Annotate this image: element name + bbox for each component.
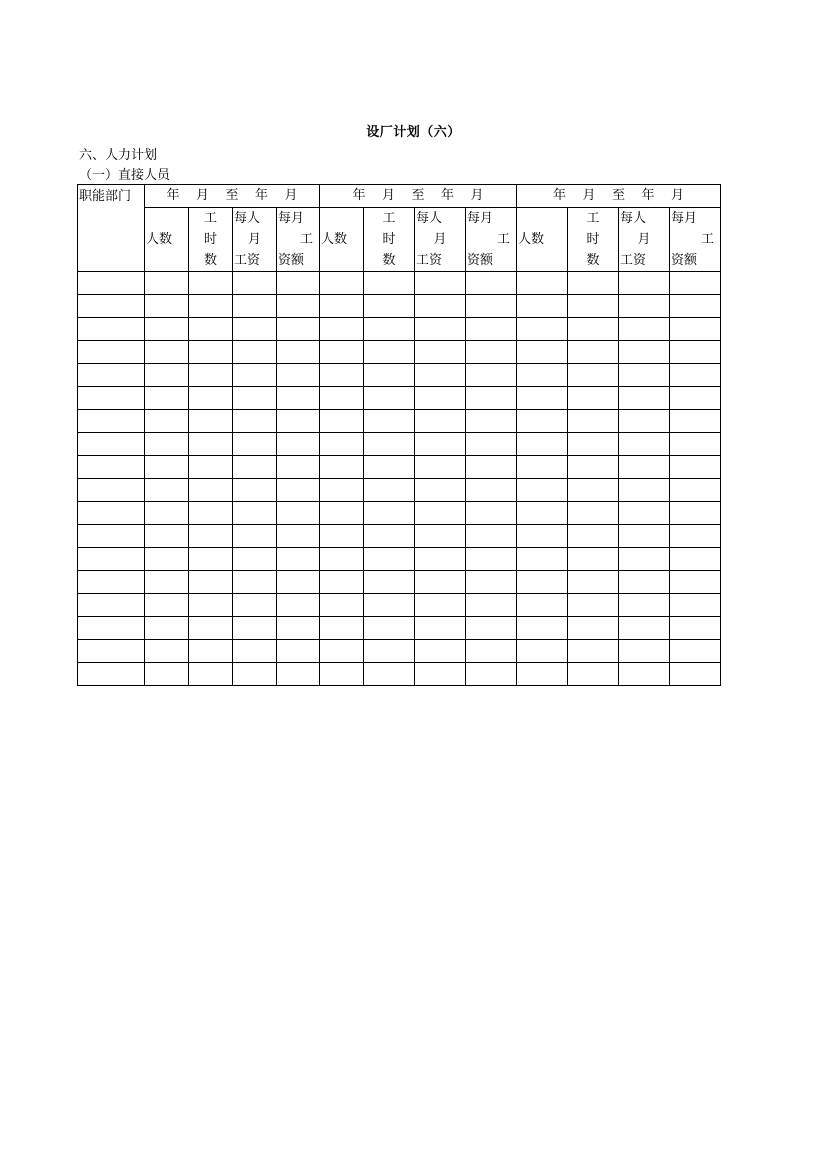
table-cell[interactable] bbox=[145, 640, 189, 663]
table-cell[interactable] bbox=[568, 456, 619, 479]
table-cell[interactable] bbox=[415, 548, 466, 571]
table-cell[interactable] bbox=[670, 502, 721, 525]
table-cell[interactable] bbox=[78, 433, 145, 456]
work-hours-header bbox=[568, 208, 619, 272]
monthly-total-wage-header-line: 工 bbox=[700, 232, 714, 247]
people-count-header: 人数 bbox=[145, 208, 189, 272]
table-cell[interactable] bbox=[320, 318, 364, 341]
table-row bbox=[78, 387, 721, 410]
table-cell[interactable] bbox=[619, 594, 670, 617]
table-cell[interactable] bbox=[320, 364, 364, 387]
table-cell[interactable] bbox=[189, 525, 233, 548]
table-row bbox=[78, 456, 721, 479]
page-title: 设厂计划（六） bbox=[366, 125, 461, 140]
monthly-wage-per-person-header-line: 每人 bbox=[416, 211, 443, 226]
table-cell[interactable] bbox=[233, 341, 277, 364]
table-cell[interactable] bbox=[517, 433, 568, 456]
table-cell[interactable] bbox=[364, 548, 415, 571]
table-cell[interactable] bbox=[415, 525, 466, 548]
table-cell[interactable] bbox=[568, 663, 619, 686]
table-cell[interactable] bbox=[189, 594, 233, 617]
table-cell[interactable] bbox=[415, 640, 466, 663]
table-cell[interactable] bbox=[145, 456, 189, 479]
table-cell[interactable] bbox=[189, 387, 233, 410]
manpower-table bbox=[77, 184, 721, 686]
table-cell[interactable] bbox=[415, 433, 466, 456]
table-cell[interactable] bbox=[189, 433, 233, 456]
table-cell[interactable] bbox=[568, 410, 619, 433]
table-cell[interactable] bbox=[466, 525, 517, 548]
table-cell[interactable] bbox=[670, 318, 721, 341]
table-row bbox=[78, 548, 721, 571]
table-cell[interactable] bbox=[320, 295, 364, 318]
table-row bbox=[78, 318, 721, 341]
table-cell[interactable] bbox=[233, 433, 277, 456]
table-cell[interactable] bbox=[320, 502, 364, 525]
table-cell[interactable] bbox=[670, 456, 721, 479]
table-cell[interactable] bbox=[415, 318, 466, 341]
subsection-heading: （一）直接人员 bbox=[79, 168, 171, 183]
table-cell[interactable] bbox=[189, 502, 233, 525]
table-cell[interactable] bbox=[233, 640, 277, 663]
monthly-total-wage-header bbox=[277, 208, 320, 272]
table-cell[interactable] bbox=[277, 410, 320, 433]
table-cell[interactable] bbox=[568, 571, 619, 594]
table-cell[interactable] bbox=[233, 548, 277, 571]
work-hours-header-line: 数 bbox=[382, 253, 396, 268]
table-cell[interactable] bbox=[517, 594, 568, 617]
table-cell[interactable] bbox=[189, 364, 233, 387]
table-cell[interactable] bbox=[145, 548, 189, 571]
table-cell[interactable] bbox=[568, 295, 619, 318]
table-cell[interactable] bbox=[364, 502, 415, 525]
table-cell[interactable] bbox=[145, 479, 189, 502]
table-cell[interactable] bbox=[233, 364, 277, 387]
table-cell[interactable] bbox=[364, 479, 415, 502]
table-cell[interactable] bbox=[517, 364, 568, 387]
table-cell[interactable] bbox=[466, 502, 517, 525]
table-cell[interactable] bbox=[670, 663, 721, 686]
table-row bbox=[78, 479, 721, 502]
table-cell[interactable] bbox=[78, 410, 145, 433]
table-cell[interactable] bbox=[517, 295, 568, 318]
table-cell[interactable] bbox=[277, 433, 320, 456]
table-cell[interactable] bbox=[189, 410, 233, 433]
table-cell[interactable] bbox=[670, 571, 721, 594]
table-cell[interactable] bbox=[619, 410, 670, 433]
table-cell[interactable] bbox=[568, 479, 619, 502]
period-header: 年 月 至 年 月 bbox=[320, 185, 517, 208]
table-cell[interactable] bbox=[233, 571, 277, 594]
table-cell[interactable] bbox=[145, 594, 189, 617]
table-row bbox=[78, 571, 721, 594]
table-cell[interactable] bbox=[364, 663, 415, 686]
table-cell[interactable] bbox=[320, 663, 364, 686]
table-cell[interactable] bbox=[320, 433, 364, 456]
work-hours-header-line: 工 bbox=[203, 211, 217, 226]
table-cell[interactable] bbox=[517, 571, 568, 594]
monthly-wage-per-person-header-line: 工资 bbox=[620, 253, 647, 268]
table-cell[interactable] bbox=[670, 364, 721, 387]
table-cell[interactable] bbox=[78, 318, 145, 341]
table-cell[interactable] bbox=[189, 548, 233, 571]
table-cell[interactable] bbox=[619, 617, 670, 640]
table-cell[interactable] bbox=[277, 571, 320, 594]
table-cell[interactable] bbox=[415, 364, 466, 387]
table-cell[interactable] bbox=[277, 663, 320, 686]
table-cell[interactable] bbox=[415, 272, 466, 295]
monthly-total-wage-header-line: 每月 bbox=[671, 211, 698, 226]
table-cell[interactable] bbox=[145, 617, 189, 640]
table-cell[interactable] bbox=[320, 479, 364, 502]
table-cell[interactable] bbox=[517, 479, 568, 502]
table-cell[interactable] bbox=[517, 548, 568, 571]
table-cell[interactable] bbox=[517, 640, 568, 663]
table-cell[interactable] bbox=[145, 502, 189, 525]
section-heading: 六、人力计划 bbox=[79, 148, 158, 163]
table-cell[interactable] bbox=[619, 663, 670, 686]
table-cell[interactable] bbox=[466, 456, 517, 479]
table-cell[interactable] bbox=[517, 525, 568, 548]
table-cell[interactable] bbox=[233, 387, 277, 410]
table-cell[interactable] bbox=[233, 295, 277, 318]
table-row bbox=[78, 525, 721, 548]
table-cell[interactable] bbox=[277, 479, 320, 502]
table-cell[interactable] bbox=[78, 617, 145, 640]
table-cell[interactable] bbox=[517, 272, 568, 295]
table-cell[interactable] bbox=[517, 663, 568, 686]
table-cell[interactable] bbox=[466, 663, 517, 686]
table-cell[interactable] bbox=[619, 318, 670, 341]
table-cell[interactable] bbox=[517, 387, 568, 410]
table-cell[interactable] bbox=[233, 617, 277, 640]
table-cell[interactable] bbox=[78, 571, 145, 594]
monthly-total-wage-header-line: 资额 bbox=[467, 253, 494, 268]
table-cell[interactable] bbox=[78, 663, 145, 686]
table-cell[interactable] bbox=[415, 617, 466, 640]
table-cell[interactable] bbox=[364, 640, 415, 663]
table-cell[interactable] bbox=[619, 272, 670, 295]
table-cell[interactable] bbox=[619, 479, 670, 502]
table-cell[interactable] bbox=[277, 295, 320, 318]
table-cell[interactable] bbox=[277, 272, 320, 295]
table-cell[interactable] bbox=[277, 341, 320, 364]
table-cell[interactable] bbox=[364, 295, 415, 318]
table-cell[interactable] bbox=[364, 571, 415, 594]
monthly-total-wage-header bbox=[670, 208, 721, 272]
table-cell[interactable] bbox=[415, 456, 466, 479]
table-cell[interactable] bbox=[415, 387, 466, 410]
table-row bbox=[78, 410, 721, 433]
people-count-header: 人数 bbox=[320, 208, 364, 272]
table-cell[interactable] bbox=[466, 433, 517, 456]
table-cell[interactable] bbox=[145, 341, 189, 364]
table-cell[interactable] bbox=[568, 502, 619, 525]
table-cell[interactable] bbox=[189, 571, 233, 594]
table-cell[interactable] bbox=[619, 640, 670, 663]
dept-header: 职能部门 bbox=[78, 185, 145, 272]
table-cell[interactable] bbox=[78, 525, 145, 548]
table-cell[interactable] bbox=[145, 295, 189, 318]
table-cell[interactable] bbox=[568, 525, 619, 548]
monthly-total-wage-header-line: 工 bbox=[299, 232, 313, 247]
table-cell[interactable] bbox=[320, 640, 364, 663]
table-cell[interactable] bbox=[568, 548, 619, 571]
table-cell[interactable] bbox=[619, 295, 670, 318]
table-cell[interactable] bbox=[619, 502, 670, 525]
monthly-total-wage-header-line: 每月 bbox=[278, 211, 305, 226]
table-cell[interactable] bbox=[78, 272, 145, 295]
table-cell[interactable] bbox=[670, 479, 721, 502]
table-cell[interactable] bbox=[670, 594, 721, 617]
table-cell[interactable] bbox=[619, 387, 670, 410]
table-cell[interactable] bbox=[364, 594, 415, 617]
monthly-wage-per-person-header-line: 工资 bbox=[234, 253, 261, 268]
table-cell[interactable] bbox=[277, 548, 320, 571]
table-cell[interactable] bbox=[189, 318, 233, 341]
table-cell[interactable] bbox=[145, 318, 189, 341]
table-row bbox=[78, 364, 721, 387]
table-cell[interactable] bbox=[277, 456, 320, 479]
table-cell[interactable] bbox=[364, 364, 415, 387]
monthly-wage-per-person-header bbox=[415, 208, 466, 272]
table-cell[interactable] bbox=[189, 617, 233, 640]
table-cell[interactable] bbox=[568, 364, 619, 387]
table-cell[interactable] bbox=[277, 617, 320, 640]
table-cell[interactable] bbox=[466, 571, 517, 594]
table-cell[interactable] bbox=[145, 663, 189, 686]
table-row bbox=[78, 433, 721, 456]
table-cell[interactable] bbox=[670, 387, 721, 410]
monthly-total-wage-header-line: 资额 bbox=[671, 253, 698, 268]
table-cell[interactable] bbox=[277, 594, 320, 617]
table-cell[interactable] bbox=[233, 410, 277, 433]
table-cell[interactable] bbox=[277, 502, 320, 525]
monthly-wage-per-person-header-line: 每人 bbox=[234, 211, 261, 226]
table-cell[interactable] bbox=[670, 295, 721, 318]
table-cell[interactable] bbox=[619, 433, 670, 456]
table-cell[interactable] bbox=[415, 295, 466, 318]
table-row bbox=[78, 295, 721, 318]
table-cell[interactable] bbox=[78, 548, 145, 571]
table-cell[interactable] bbox=[320, 341, 364, 364]
table-cell[interactable] bbox=[415, 594, 466, 617]
table-cell[interactable] bbox=[233, 663, 277, 686]
table-cell[interactable] bbox=[670, 640, 721, 663]
work-hours-header-line: 数 bbox=[203, 253, 217, 268]
table-row bbox=[78, 617, 721, 640]
monthly-total-wage-header-line: 每月 bbox=[467, 211, 494, 226]
table-cell[interactable] bbox=[364, 410, 415, 433]
table-cell[interactable] bbox=[466, 364, 517, 387]
table-cell[interactable] bbox=[517, 617, 568, 640]
table-cell[interactable] bbox=[277, 387, 320, 410]
table-cell[interactable] bbox=[233, 272, 277, 295]
table-cell[interactable] bbox=[415, 663, 466, 686]
table-cell[interactable] bbox=[415, 410, 466, 433]
table-cell[interactable] bbox=[277, 525, 320, 548]
table-cell[interactable] bbox=[364, 617, 415, 640]
table-cell[interactable] bbox=[364, 272, 415, 295]
table-cell[interactable] bbox=[466, 617, 517, 640]
table-cell[interactable] bbox=[517, 341, 568, 364]
table-cell[interactable] bbox=[670, 272, 721, 295]
table-cell[interactable] bbox=[320, 617, 364, 640]
table-row bbox=[78, 502, 721, 525]
table-cell[interactable] bbox=[364, 433, 415, 456]
table-cell[interactable] bbox=[145, 433, 189, 456]
table-row bbox=[78, 341, 721, 364]
table-cell[interactable] bbox=[364, 525, 415, 548]
table-row bbox=[78, 272, 721, 295]
period-header: 年 月 至 年 月 bbox=[517, 185, 721, 208]
people-count-header: 人数 bbox=[517, 208, 568, 272]
table-cell[interactable] bbox=[466, 594, 517, 617]
monthly-wage-per-person-header-line: 月 bbox=[247, 232, 261, 247]
table-cell[interactable] bbox=[189, 341, 233, 364]
table-cell[interactable] bbox=[670, 410, 721, 433]
monthly-wage-per-person-header-line: 每人 bbox=[620, 211, 647, 226]
table-cell[interactable] bbox=[517, 502, 568, 525]
table-cell[interactable] bbox=[415, 571, 466, 594]
table-cell[interactable] bbox=[189, 640, 233, 663]
table-cell[interactable] bbox=[466, 548, 517, 571]
table-cell[interactable] bbox=[466, 272, 517, 295]
table-cell[interactable] bbox=[568, 594, 619, 617]
table-cell[interactable] bbox=[233, 502, 277, 525]
table-cell[interactable] bbox=[78, 594, 145, 617]
work-hours-header-line: 工 bbox=[586, 211, 600, 226]
table-cell[interactable] bbox=[619, 456, 670, 479]
monthly-wage-per-person-header-line: 月 bbox=[433, 232, 447, 247]
work-hours-header-line: 时 bbox=[382, 232, 396, 247]
table-cell[interactable] bbox=[670, 433, 721, 456]
table-cell[interactable] bbox=[670, 548, 721, 571]
table-row bbox=[78, 594, 721, 617]
table-cell[interactable] bbox=[233, 594, 277, 617]
table-cell[interactable] bbox=[619, 525, 670, 548]
table-cell[interactable] bbox=[320, 571, 364, 594]
table-cell[interactable] bbox=[189, 272, 233, 295]
table-cell[interactable] bbox=[320, 525, 364, 548]
monthly-total-wage-header-line: 资额 bbox=[278, 253, 305, 268]
table-cell[interactable] bbox=[320, 594, 364, 617]
table-cell[interactable] bbox=[320, 548, 364, 571]
table-cell[interactable] bbox=[466, 295, 517, 318]
work-hours-header bbox=[364, 208, 415, 272]
table-cell[interactable] bbox=[78, 502, 145, 525]
table-cell[interactable] bbox=[145, 272, 189, 295]
table-cell[interactable] bbox=[619, 548, 670, 571]
table-cell[interactable] bbox=[568, 318, 619, 341]
table-cell[interactable] bbox=[78, 341, 145, 364]
work-hours-header-line: 时 bbox=[586, 232, 600, 247]
table-cell[interactable] bbox=[619, 364, 670, 387]
table-cell[interactable] bbox=[78, 479, 145, 502]
table-cell[interactable] bbox=[670, 341, 721, 364]
table-cell[interactable] bbox=[568, 272, 619, 295]
work-hours-header-line: 数 bbox=[586, 253, 600, 268]
table-cell[interactable] bbox=[233, 525, 277, 548]
table-cell[interactable] bbox=[517, 456, 568, 479]
table-cell[interactable] bbox=[78, 364, 145, 387]
work-hours-header-line: 时 bbox=[203, 232, 217, 247]
table-cell[interactable] bbox=[277, 640, 320, 663]
table-cell[interactable] bbox=[189, 456, 233, 479]
table-cell[interactable] bbox=[568, 640, 619, 663]
table-cell[interactable] bbox=[145, 364, 189, 387]
table-cell[interactable] bbox=[568, 341, 619, 364]
table-cell[interactable] bbox=[415, 479, 466, 502]
work-hours-header bbox=[189, 208, 233, 272]
table-cell[interactable] bbox=[568, 433, 619, 456]
table-cell[interactable] bbox=[466, 410, 517, 433]
table-cell[interactable] bbox=[277, 364, 320, 387]
table-cell[interactable] bbox=[233, 456, 277, 479]
table-cell[interactable] bbox=[320, 410, 364, 433]
monthly-wage-per-person-header-line: 工资 bbox=[416, 253, 443, 268]
table-cell[interactable] bbox=[78, 456, 145, 479]
table-cell[interactable] bbox=[364, 341, 415, 364]
monthly-wage-per-person-header-line: 月 bbox=[637, 232, 651, 247]
table-cell[interactable] bbox=[189, 663, 233, 686]
table-cell[interactable] bbox=[233, 318, 277, 341]
table-row bbox=[78, 640, 721, 663]
table-cell[interactable] bbox=[145, 387, 189, 410]
table-cell[interactable] bbox=[517, 410, 568, 433]
table-cell[interactable] bbox=[415, 341, 466, 364]
table-cell[interactable] bbox=[415, 502, 466, 525]
table-cell[interactable] bbox=[670, 617, 721, 640]
table-cell[interactable] bbox=[568, 387, 619, 410]
table-cell[interactable] bbox=[466, 640, 517, 663]
table-cell[interactable] bbox=[517, 318, 568, 341]
monthly-total-wage-header bbox=[466, 208, 517, 272]
table-cell[interactable] bbox=[619, 571, 670, 594]
table-cell[interactable] bbox=[320, 387, 364, 410]
table-cell[interactable] bbox=[619, 341, 670, 364]
table-cell[interactable] bbox=[320, 456, 364, 479]
table-cell[interactable] bbox=[78, 387, 145, 410]
table-cell[interactable] bbox=[466, 479, 517, 502]
table-cell[interactable] bbox=[364, 456, 415, 479]
table-cell[interactable] bbox=[233, 479, 277, 502]
table-cell[interactable] bbox=[189, 295, 233, 318]
table-cell[interactable] bbox=[277, 318, 320, 341]
table-cell[interactable] bbox=[145, 410, 189, 433]
monthly-wage-per-person-header bbox=[233, 208, 277, 272]
table-cell[interactable] bbox=[189, 479, 233, 502]
table-cell[interactable] bbox=[466, 341, 517, 364]
table-row bbox=[78, 663, 721, 686]
monthly-total-wage-header-line: 工 bbox=[496, 232, 510, 247]
table-cell[interactable] bbox=[145, 525, 189, 548]
table-cell[interactable] bbox=[466, 387, 517, 410]
table-cell[interactable] bbox=[364, 318, 415, 341]
work-hours-header-line: 工 bbox=[382, 211, 396, 226]
table-cell[interactable] bbox=[78, 295, 145, 318]
table-cell[interactable] bbox=[320, 272, 364, 295]
table-cell[interactable] bbox=[145, 571, 189, 594]
table-cell[interactable] bbox=[670, 525, 721, 548]
period-header: 年 月 至 年 月 bbox=[145, 185, 320, 208]
table-cell[interactable] bbox=[78, 640, 145, 663]
table-cell[interactable] bbox=[364, 387, 415, 410]
table-cell[interactable] bbox=[466, 318, 517, 341]
table-cell[interactable] bbox=[568, 617, 619, 640]
monthly-wage-per-person-header bbox=[619, 208, 670, 272]
